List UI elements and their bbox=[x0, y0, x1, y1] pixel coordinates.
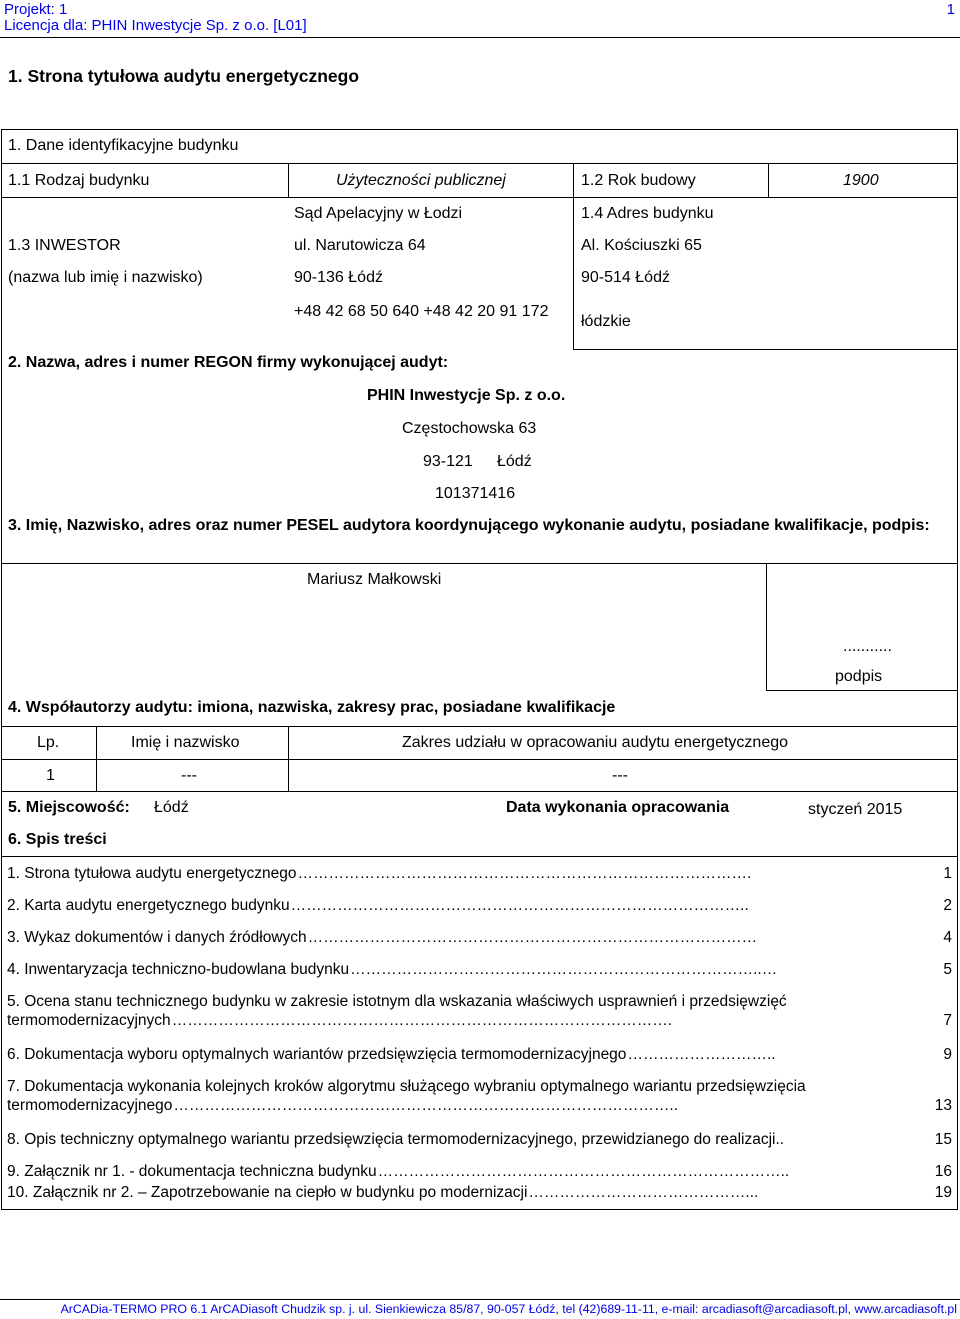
investor-phone: +48 42 68 50 640 +48 42 20 91 172 bbox=[294, 303, 549, 320]
toc-leader: ……………………………………………………………………..… bbox=[350, 961, 778, 978]
license-text: Licencja dla: PHIN Inwestycje Sp. z o.o. [L01] bbox=[4, 17, 307, 34]
section-6-title: 6. Spis treści bbox=[8, 831, 107, 848]
toc-item-4 bbox=[7, 961, 952, 980]
toc-item-3 bbox=[7, 929, 952, 948]
s1-divider-bottom bbox=[573, 349, 958, 350]
toc-leader: …………………………………………………………………………….. bbox=[290, 897, 749, 914]
place-value: Łódź bbox=[154, 799, 189, 816]
toc-item-text: 4. Inwentaryzacja techniczno-budowlana budynku bbox=[7, 961, 350, 978]
toc-leader: ……………………………………………………………………………. bbox=[297, 865, 752, 882]
build-year-value: 1900 bbox=[843, 172, 879, 189]
toc-leader: ……………………………………... bbox=[528, 1184, 759, 1201]
coauthors-col-scope: Zakres udziału w opracowaniu audytu energetycznego bbox=[402, 734, 789, 751]
toc-leader: …………………………………………………………………….. bbox=[377, 1163, 790, 1180]
auditor-name: Mariusz Małkowski bbox=[307, 571, 442, 588]
toc-item-text: termomodernizacyjnego bbox=[7, 1096, 173, 1114]
building-address-region: łódzkie bbox=[581, 313, 631, 330]
s1-divider-top bbox=[1, 163, 958, 164]
toc-item-page: 5 bbox=[943, 961, 952, 978]
build-year-label: 1.2 Rok budowy bbox=[581, 172, 696, 189]
s4-divider-mid bbox=[1, 759, 958, 760]
toc-item-page: 7 bbox=[943, 1011, 952, 1029]
toc-item-text: 6. Dokumentacja wyboru optymalnych wariantów przedsięwzięcia termomodernizacyjnego bbox=[7, 1046, 627, 1063]
building-address-street: Al. Kościuszki 65 bbox=[581, 237, 702, 254]
auditor-company-postcode: 93-121 bbox=[423, 453, 473, 470]
s4-col-divider-1 bbox=[96, 726, 97, 791]
frame-left bbox=[1, 129, 2, 1210]
type-col-divider-1 bbox=[288, 163, 289, 197]
toc-item-2 bbox=[7, 897, 952, 916]
toc-item-line1: 5. Ocena stanu technicznego budynku w zakresie istotnym dla wskazania właściwych usprawnień i przedsięwzięć bbox=[7, 993, 787, 1010]
toc-leader: ……………………….. bbox=[627, 1046, 776, 1063]
section-3-title: 3. Imię, Nazwisko, adres oraz numer PESEL audytora koordynującego wykonanie audytu, posiadane kwalifikacje, podpis: bbox=[8, 517, 930, 534]
building-type-value: Użyteczności publicznej bbox=[336, 172, 506, 189]
toc-item-text: 2. Karta audytu energetycznego budynku bbox=[7, 897, 290, 914]
signature-box-bottom bbox=[766, 690, 958, 691]
coauthors-col-lp: Lp. bbox=[37, 734, 60, 751]
toc-item-7 bbox=[7, 1078, 952, 1115]
toc-item-page: 4 bbox=[943, 929, 952, 946]
coauthors-col-name: Imię i nazwisko bbox=[131, 734, 240, 751]
toc-item-text: 9. Załącznik nr 1. - dokumentacja techniczna budynku bbox=[7, 1163, 377, 1180]
section-4-title: 4. Współautorzy audytu: imiona, nazwiska, zakresy prac, posiadane kwalifikacje bbox=[8, 699, 616, 716]
auditor-company-street: Częstochowska 63 bbox=[402, 420, 537, 437]
s1-divider-mid bbox=[1, 197, 958, 198]
investor-street: ul. Narutowicza 64 bbox=[294, 237, 426, 254]
toc-item-text: 10. Załącznik nr 2. – Zapotrzebowanie na ciepło w budynku po modernizacji bbox=[7, 1184, 528, 1201]
building-type-label: 1.1 Rodzaj budynku bbox=[8, 172, 150, 189]
auditor-company: PHIN Inwestycje Sp. z o.o. bbox=[367, 387, 566, 404]
signature-label: podpis bbox=[835, 668, 883, 685]
coauthor-row-scope: --- bbox=[612, 767, 628, 784]
toc-item-text: 1. Strona tytułowa audytu energetycznego bbox=[7, 865, 297, 882]
toc-item-6 bbox=[7, 1046, 952, 1065]
investor-label: 1.3 INWESTOR bbox=[8, 237, 121, 254]
s4-divider-top bbox=[1, 726, 958, 727]
coauthor-row-lp: 1 bbox=[46, 767, 55, 784]
building-address-city: 90-514 Łódź bbox=[581, 269, 670, 286]
investor-name: Sąd Apelacyjny w Łodzi bbox=[294, 205, 463, 222]
s4-col-divider-2 bbox=[288, 726, 289, 791]
project-label: Projekt: 1 bbox=[4, 1, 68, 18]
toc-item-line1: 7. Dokumentacja wykonania kolejnych kroków algorytmu służącego wybraniu optymalnego wariantu przedsięwzięcia bbox=[7, 1078, 806, 1095]
toc-item-page: 9 bbox=[943, 1046, 952, 1063]
toc-item-text: termomodernizacyjnych bbox=[7, 1011, 171, 1029]
section-2-title: 2. Nazwa, adres i numer REGON firmy wykonującej audyt: bbox=[8, 354, 449, 371]
signature-box-left bbox=[766, 563, 767, 690]
toc-item-page: 13 bbox=[934, 1096, 952, 1114]
frame-right bbox=[957, 129, 958, 1210]
toc-item-8 bbox=[7, 1131, 952, 1150]
toc-divider bbox=[1, 856, 958, 857]
date-value: styczeń 2015 bbox=[808, 801, 903, 818]
signature-dots: ........... bbox=[843, 638, 892, 655]
s3-divider-top bbox=[1, 563, 958, 564]
toc-item-page: 2 bbox=[943, 897, 952, 914]
toc-item-page: 15 bbox=[934, 1131, 952, 1148]
investor-city: 90-136 Łódź bbox=[294, 269, 383, 286]
coauthor-row-name: --- bbox=[181, 767, 197, 784]
toc-item-text: 8. Opis techniczny optymalnego wariantu przedsięwzięcia termomodernizacyjnego, przewidzianego do realizacji.. bbox=[7, 1131, 785, 1148]
type-col-divider-3 bbox=[768, 163, 769, 197]
s4-divider-bottom bbox=[1, 791, 958, 792]
page-title: 1. Strona tytułowa audytu energetycznego bbox=[8, 66, 360, 86]
toc-leader: …………………………………………………………………………… bbox=[307, 929, 758, 946]
toc-item-page: 19 bbox=[934, 1184, 952, 1201]
toc-item-page: 16 bbox=[934, 1163, 952, 1180]
toc-item-5 bbox=[7, 993, 952, 1030]
section-1-title: 1. Dane identyfikacyjne budynku bbox=[8, 137, 239, 154]
type-col-divider-2 bbox=[573, 163, 574, 349]
frame-bottom bbox=[1, 1209, 958, 1210]
toc-item-1 bbox=[7, 865, 952, 884]
toc-item-10 bbox=[7, 1184, 952, 1203]
page-number: 1 bbox=[946, 1, 955, 18]
frame-top bbox=[1, 129, 958, 130]
auditor-company-regon: 101371416 bbox=[435, 485, 516, 502]
building-address-label: 1.4 Adres budynku bbox=[581, 205, 714, 222]
auditor-company-city: Łódź bbox=[497, 453, 532, 470]
toc-leader: …………………………………………………………………………………….. bbox=[173, 1096, 679, 1114]
footer-text: ArCADia-TERMO PRO 6.1 ArCADiasoft Chudzik sp. j. ul. Sienkiewicza 85/87, 90-057 Łódź, tel (42)689-11-11, e-mail: arcadiasoft@arcadiasoft.pl, www.arcadiasoft.pl bbox=[60, 1302, 957, 1316]
footer-divider bbox=[0, 1299, 960, 1300]
header-divider bbox=[0, 37, 960, 38]
toc-item-9 bbox=[7, 1163, 952, 1182]
investor-sublabel: (nazwa lub imię i nazwisko) bbox=[8, 269, 203, 286]
date-label: Data wykonania opracowania bbox=[506, 799, 730, 816]
toc-leader: ……………………………………………………………………………………. bbox=[171, 1011, 672, 1029]
toc-item-text: 3. Wykaz dokumentów i danych źródłowych bbox=[7, 929, 307, 946]
toc-item-page: 1 bbox=[943, 865, 952, 882]
place-label: 5. Miejscowość: bbox=[8, 799, 130, 816]
